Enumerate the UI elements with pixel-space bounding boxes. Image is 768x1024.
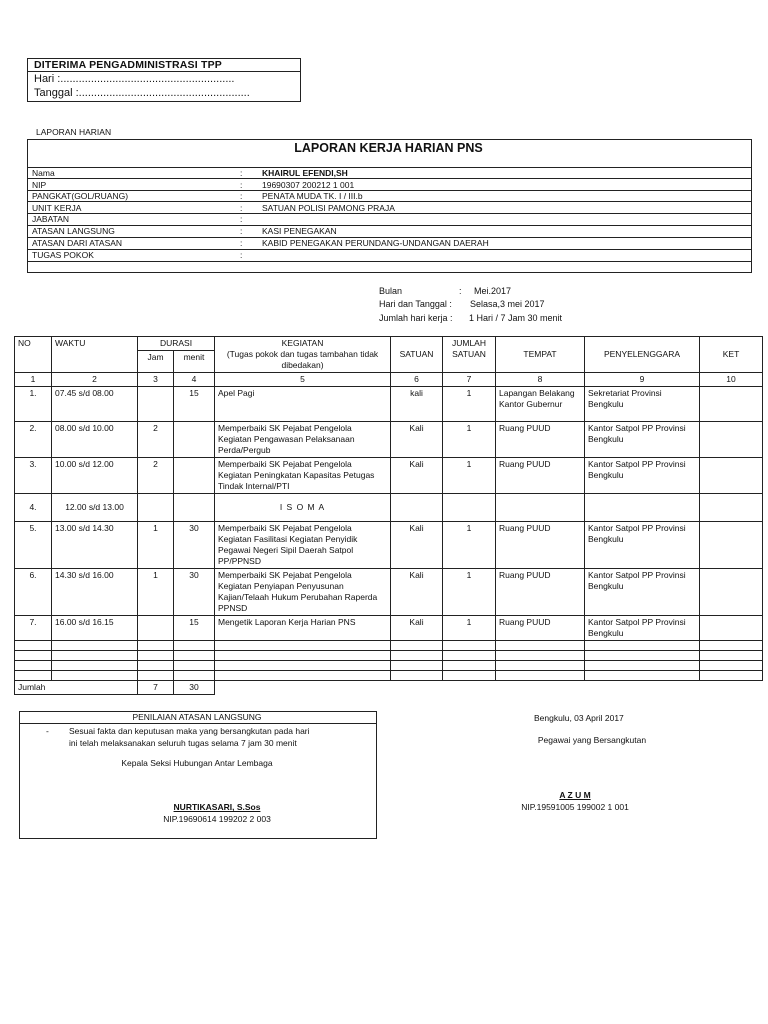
penilaian-nama: NURTIKASARI, S.Sos xyxy=(173,802,261,812)
cell-ket xyxy=(700,387,763,422)
jumlah-hari-value: 1 Hari / 7 Jam 30 menit xyxy=(469,313,563,323)
cell-jumlah: 1 xyxy=(443,458,496,494)
cell-jumlah: 1 xyxy=(443,522,496,569)
cell-kegiatan: Mengetik Laporan Kerja Harian PNS xyxy=(215,616,391,641)
cell-ket xyxy=(700,522,763,569)
header-durasi: DURASI xyxy=(138,337,215,351)
identity-label: NIP xyxy=(32,180,47,190)
cell-satuan: Kali xyxy=(391,458,443,494)
cell-menit xyxy=(174,458,215,494)
cell-jam xyxy=(138,616,174,641)
divider xyxy=(27,190,751,191)
cell-jam xyxy=(138,494,174,522)
identity-label: PANGKAT(GOL/RUANG) xyxy=(32,191,129,201)
table-row xyxy=(15,569,763,616)
identity-label: ATASAN DARI ATASAN xyxy=(32,238,123,248)
header-kegiatan-subtitle: (Tugas pokok dan tugas tambahan tidak dibedakan) xyxy=(226,349,379,370)
jumlah-hari-label: Jumlah hari kerja : xyxy=(379,313,453,323)
colon: : xyxy=(240,250,243,260)
cell-jumlah: 1 xyxy=(443,387,496,422)
cell-no: 4. xyxy=(15,494,52,522)
cell-waktu: 13.00 s/d 14.30 xyxy=(52,522,138,569)
divider xyxy=(19,723,377,724)
column-number: 5 xyxy=(215,373,391,387)
identity-label: UNIT KERJA xyxy=(32,203,82,213)
table-row-empty xyxy=(15,661,763,671)
divider xyxy=(27,178,751,179)
cell-jam: 2 xyxy=(138,422,174,458)
identity-value: PENATA MUDA TK. I / III.b xyxy=(262,191,363,201)
jumlah-row xyxy=(15,681,763,695)
column-number: 9 xyxy=(585,373,700,387)
laporan-harian-label: LAPORAN HARIAN xyxy=(36,127,112,137)
penilaian-jabatan: Kepala Seksi Hubungan Antar Lembaga xyxy=(121,758,273,768)
header-no: NO xyxy=(15,337,52,373)
tpp-hari: Hari :......................................................... xyxy=(34,73,235,85)
cell-jumlah xyxy=(443,494,496,522)
penilaian-line-1: Sesuai fakta dan keputusan maka yang bersangkutan pada hari xyxy=(69,726,310,736)
divider xyxy=(27,167,751,168)
colon: : xyxy=(240,238,243,248)
identity-value: KABID PENEGAKAN PERUNDANG-UNDANGAN DAERAH xyxy=(262,238,489,248)
colon: : xyxy=(240,191,243,201)
cell-no: 3. xyxy=(15,458,52,494)
table-row xyxy=(15,422,763,458)
cell-kegiatan: I S O M A xyxy=(215,494,391,522)
bullet-dash: - xyxy=(46,726,49,736)
column-number-row xyxy=(15,373,763,387)
total-jam: 7 xyxy=(138,681,174,695)
divider xyxy=(27,71,301,72)
cell-penyelenggara: Kantor Satpol PP Provinsi Bengkulu xyxy=(585,422,700,458)
tpp-title: DITERIMA PENGADMINISTRASI TPP xyxy=(34,59,223,71)
header-jumlah-satuan: JUMLAH SATUAN xyxy=(443,337,496,373)
cell-no: 2. xyxy=(15,422,52,458)
cell-jam xyxy=(138,387,174,422)
pegawai-nip: NIP.19591005 199002 1 001 xyxy=(521,802,629,812)
table-row xyxy=(15,458,763,494)
cell-penyelenggara: Sekretariat Provinsi Bengkulu xyxy=(585,387,700,422)
colon: : xyxy=(240,214,243,224)
cell-tempat: Ruang PUUD xyxy=(496,458,585,494)
cell-tempat: Ruang PUUD xyxy=(496,422,585,458)
column-number: 10 xyxy=(700,373,763,387)
activity-table xyxy=(14,336,763,695)
divider xyxy=(27,201,751,202)
penilaian-line-2: ini telah melaksanakan seluruh tugas selama 7 jam 30 menit xyxy=(69,738,297,748)
column-number: 3 xyxy=(138,373,174,387)
table-row-empty xyxy=(15,651,763,661)
table-row xyxy=(15,522,763,569)
header-kegiatan-title: KEGIATAN xyxy=(281,338,324,348)
column-number: 2 xyxy=(52,373,138,387)
identity-label: JABATAN xyxy=(32,214,69,224)
table-row xyxy=(15,494,763,522)
cell-tempat: Ruang PUUD xyxy=(496,569,585,616)
cell-no: 6. xyxy=(15,569,52,616)
cell-satuan xyxy=(391,494,443,522)
column-number: 8 xyxy=(496,373,585,387)
identity-label: ATASAN LANGSUNG xyxy=(32,226,115,236)
divider xyxy=(27,225,751,226)
cell-waktu: 07.45 s/d 08.00 xyxy=(52,387,138,422)
header-tempat: TEMPAT xyxy=(496,337,585,373)
cell-waktu: 08.00 s/d 10.00 xyxy=(52,422,138,458)
total-menit: 30 xyxy=(174,681,215,695)
bulan-label: Bulan xyxy=(379,286,403,296)
cell-menit: 15 xyxy=(174,616,215,641)
colon: : xyxy=(459,286,462,296)
identity-value: KHAIRUL EFENDI,SH xyxy=(262,168,348,178)
cell-waktu: 10.00 s/d 12.00 xyxy=(52,458,138,494)
report-title: LAPORAN KERJA HARIAN PNS xyxy=(294,141,483,155)
cell-tempat: Ruang PUUD xyxy=(496,522,585,569)
cell-jam: 2 xyxy=(138,458,174,494)
cell-satuan: Kali xyxy=(391,569,443,616)
colon: : xyxy=(240,180,243,190)
cell-ket xyxy=(700,422,763,458)
bulan-value: Mei.2017 xyxy=(474,286,512,296)
cell-satuan: kali xyxy=(391,387,443,422)
colon: : xyxy=(240,203,243,213)
cell-waktu: 14.30 s/d 16.00 xyxy=(52,569,138,616)
cell-waktu: 12.00 s/d 13.00 xyxy=(52,494,138,522)
cell-ket xyxy=(700,458,763,494)
cell-no: 7. xyxy=(15,616,52,641)
cell-kegiatan: Memperbaiki SK Pejabat Pengelola Kegiatan Pengawasan Pelaksanaan Perda/Pergub xyxy=(215,422,391,458)
cell-menit: 30 xyxy=(174,522,215,569)
cell-menit xyxy=(174,422,215,458)
place-date: Bengkulu, 03 April 2017 xyxy=(534,713,624,723)
cell-penyelenggara: Kantor Satpol PP Provinsi Bengkulu xyxy=(585,458,700,494)
penilaian-title: PENILAIAN ATASAN LANGSUNG xyxy=(132,712,262,722)
tanggal-label: Hari dan Tanggal : xyxy=(379,299,452,309)
cell-jumlah: 1 xyxy=(443,616,496,641)
cell-menit: 30 xyxy=(174,569,215,616)
cell-menit xyxy=(174,494,215,522)
header-penyelenggara: PENYELENGGARA xyxy=(585,337,700,373)
cell-kegiatan: Memperbaiki SK Pejabat Pengelola Kegiatan Penyiapan Penyusunan Kajian/Telaah Hukum Perubahan Raperda PPNSD xyxy=(215,569,391,616)
pegawai-label: Pegawai yang Bersangkutan xyxy=(537,735,647,745)
table-row xyxy=(15,387,763,422)
cell-tempat: Ruang PUUD xyxy=(496,616,585,641)
tanggal-value: Selasa,3 mei 2017 xyxy=(470,299,545,309)
cell-kegiatan: Apel Pagi xyxy=(215,387,391,422)
header-row xyxy=(15,337,763,351)
cell-ket xyxy=(700,616,763,641)
divider xyxy=(27,249,751,250)
tpp-tanggal: Tanggal :........................................................ xyxy=(34,87,250,99)
column-number: 7 xyxy=(443,373,496,387)
header-kegiatan xyxy=(215,337,391,373)
cell-no: 5. xyxy=(15,522,52,569)
cell-ket xyxy=(700,569,763,616)
cell-jam: 1 xyxy=(138,569,174,616)
identity-value: SATUAN POLISI PAMONG PRAJA xyxy=(262,203,395,213)
header-waktu: WAKTU xyxy=(52,337,138,373)
cell-ket xyxy=(700,494,763,522)
header-satuan: SATUAN xyxy=(391,337,443,373)
cell-tempat: Lapangan Belakang Kantor Gubernur xyxy=(496,387,585,422)
identity-label: TUGAS POKOK xyxy=(32,250,94,260)
colon: : xyxy=(240,168,243,178)
cell-no: 1. xyxy=(15,387,52,422)
cell-satuan: Kali xyxy=(391,422,443,458)
table-row xyxy=(15,616,763,641)
header-ket: KET xyxy=(700,337,763,373)
column-number: 4 xyxy=(174,373,215,387)
jumlah-label: Jumlah xyxy=(15,681,138,695)
cell-menit: 15 xyxy=(174,387,215,422)
cell-jam: 1 xyxy=(138,522,174,569)
column-number: 1 xyxy=(15,373,52,387)
column-number: 6 xyxy=(391,373,443,387)
header-jam: Jam xyxy=(138,351,174,373)
cell-kegiatan: Memperbaiki SK Pejabat Pengelola Kegiatan Fasilitasi Kegiatan Penyidik Pegawai Negeri Sipil Daerah Satpol PP/PPNSD xyxy=(215,522,391,569)
penilaian-nip: NIP.19690614 199202 2 003 xyxy=(163,814,271,824)
cell-kegiatan: Memperbaiki SK Pejabat Pengelola Kegiatan Peningkatan Kapasitas Petugas Tindak Internal/PTI xyxy=(215,458,391,494)
cell-jumlah: 1 xyxy=(443,569,496,616)
table-row-empty xyxy=(15,671,763,681)
cell-waktu: 16.00 s/d 16.15 xyxy=(52,616,138,641)
table-row-empty xyxy=(15,641,763,651)
cell-jumlah: 1 xyxy=(443,422,496,458)
cell-penyelenggara: Kantor Satpol PP Provinsi Bengkulu xyxy=(585,616,700,641)
identity-label: Nama xyxy=(32,168,55,178)
cell-penyelenggara: Kantor Satpol PP Provinsi Bengkulu xyxy=(585,522,700,569)
cell-penyelenggara xyxy=(585,494,700,522)
divider xyxy=(27,213,751,214)
header-menit: menit xyxy=(174,351,215,373)
identity-value: 19690307 200212 1 001 xyxy=(262,180,355,190)
divider xyxy=(27,261,751,262)
identity-value: KASI PENEGAKAN xyxy=(262,226,337,236)
cell-tempat xyxy=(496,494,585,522)
cell-satuan: Kali xyxy=(391,616,443,641)
pegawai-nama: A Z U M xyxy=(559,790,591,800)
cell-penyelenggara: Kantor Satpol PP Provinsi Bengkulu xyxy=(585,569,700,616)
colon: : xyxy=(240,226,243,236)
cell-satuan: Kali xyxy=(391,522,443,569)
